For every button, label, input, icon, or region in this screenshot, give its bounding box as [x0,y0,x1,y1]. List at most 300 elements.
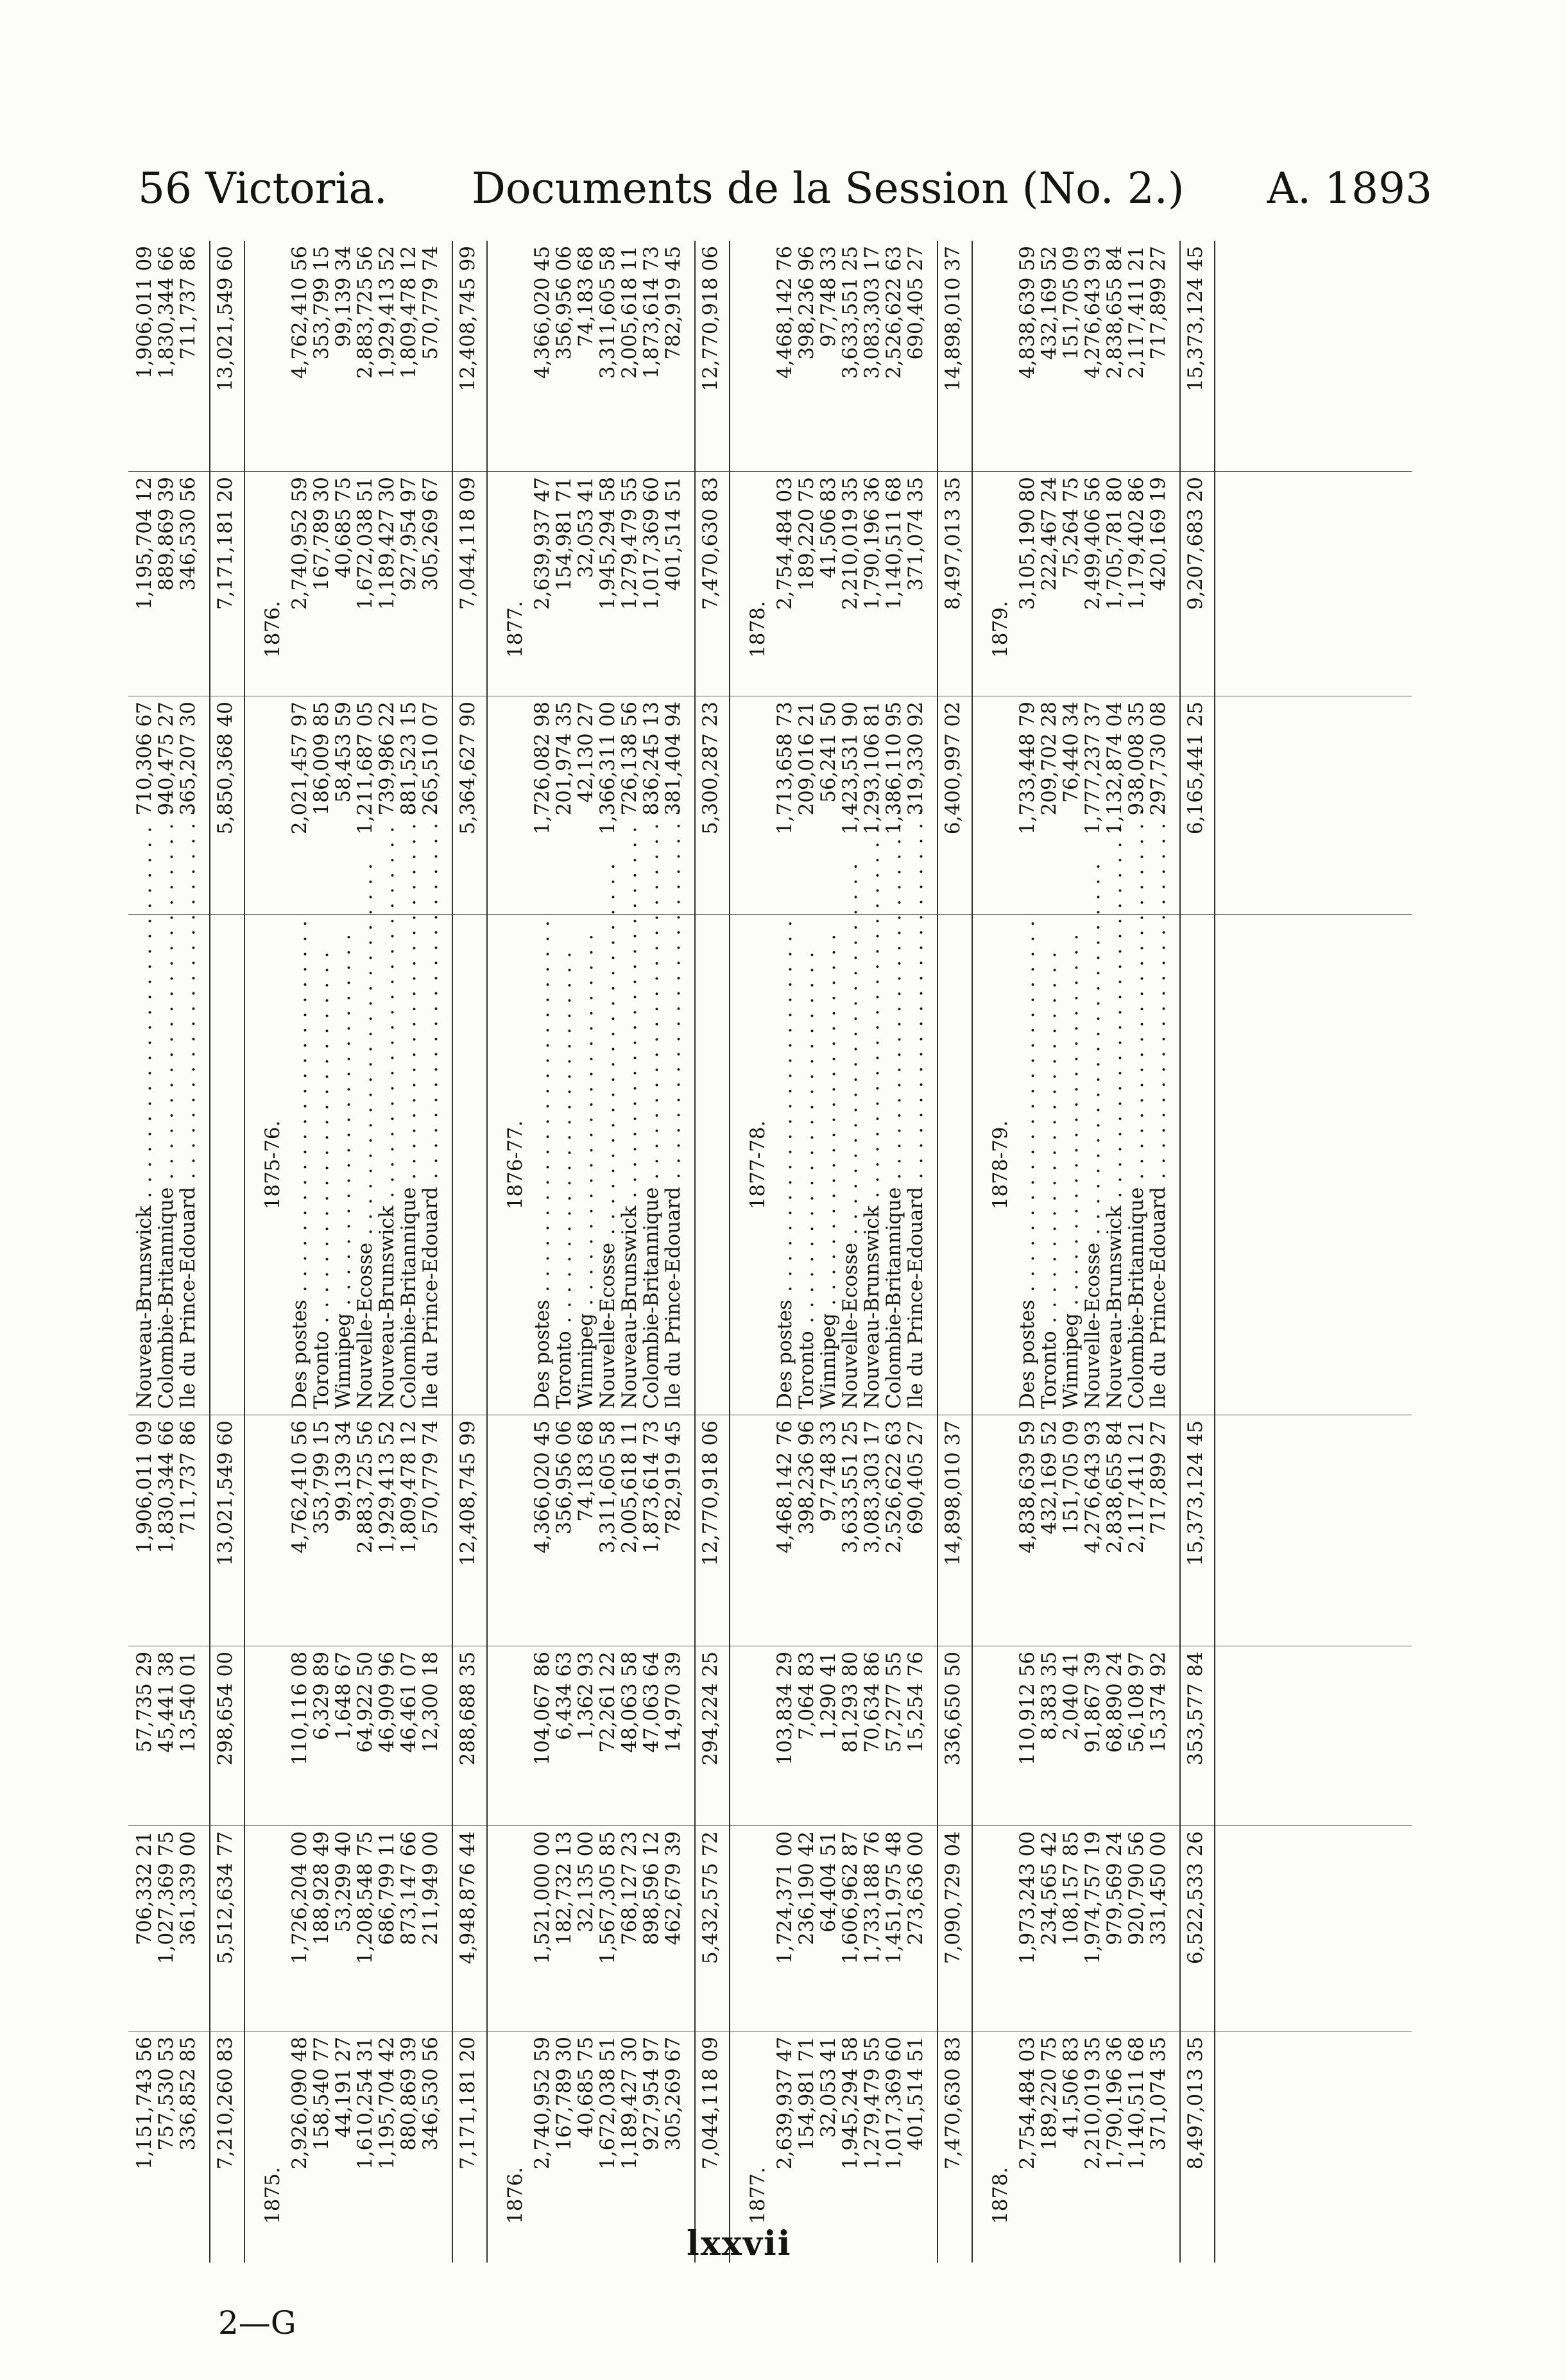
rule [1179,241,1181,2263]
column-c1 [135,2031,200,2263]
account-name: Nouveau-Brunswick . . . [377,915,399,1415]
header-center: Documents de la Session (No. 2.) [472,164,1185,213]
amount-cell: 2,639,937 47 [773,2037,796,2170]
folio: lxxvii [687,2224,792,2263]
amount-cell: 234,565 42 [1038,1831,1061,1945]
account-name: Nouveau-Brunswick . . . [135,915,157,1415]
column-c6 [290,696,443,915]
amount-cell: 398,236 96 [795,1420,818,1535]
amount-cell: 46,909 96 [375,1651,398,1753]
amount-cell: 211,949 00 [419,1831,442,1945]
amount-cell: 70,634 86 [861,1651,884,1753]
amount-cell: 6,434 63 [552,1651,576,1741]
amount-cell: 739,986 22 [375,702,398,816]
amount-cell: 1,017,369 60 [882,2037,905,2170]
amount-cell: 46,461 07 [397,1651,420,1753]
column-name [1018,915,1170,1415]
total-cell: 6,400,997 02 [941,702,964,835]
amount-cell: 2,005,618 11 [618,246,641,379]
amount-cell: 1,777,237 37 [1081,702,1104,835]
total-cell: 9,207,683 20 [1184,477,1207,610]
total-cell: 7,470,630 83 [941,2037,964,2170]
header-left: 56 Victoria. [138,164,388,213]
amount-cell: 1,809,478 12 [397,1420,420,1554]
account-name: Toronto . . . [797,915,819,1415]
amount-cell: 782,919 45 [662,246,685,360]
amount-cell: 1,672,038 51 [596,2037,619,2170]
amount-cell: 757,530 53 [155,2037,178,2151]
total-cell: 7,044,118 09 [456,477,479,610]
amount-cell: 717,899 27 [1147,1420,1170,1535]
amount-cell: 273,636 00 [904,1831,927,1945]
amount-cell: 3,311,605 58 [596,246,619,379]
amount-cell: 57,735 29 [133,1651,156,1753]
totals-row [943,241,963,2263]
amount-cell: 2,526,622 63 [882,246,905,379]
total-cell: 15,373,124 45 [1184,246,1207,392]
data-group [135,241,200,2263]
amount-cell: 889,869 39 [155,477,178,591]
amount-cell: 706,332 21 [133,1831,156,1945]
totals-row [701,241,721,2263]
amount-cell: 371,074 35 [1147,2037,1170,2151]
header-right: A. 1893 [1267,164,1432,213]
total-cell: 6,522,533 26 [1184,1831,1207,1965]
year-row [263,241,283,2263]
year-left: 1877. [746,2167,769,2224]
total-cell: 6,165,441 25 [1184,702,1207,835]
amount-cell: 2,754,484 03 [1016,2037,1039,2170]
amount-cell: 41,506 83 [1059,2037,1083,2138]
column-c3 [135,1646,200,1826]
amount-cell: 1,726,204 00 [288,1831,311,1965]
amount-cell: 58,453 59 [332,702,355,803]
total-cell: 14,898,010 37 [941,1420,964,1566]
empty-cell [991,1646,1011,1826]
year-right: 1879. [989,601,1012,658]
amount-cell: 186,009 85 [310,702,333,816]
amount-cell: 1,017,369 60 [640,477,663,610]
data-group [290,241,443,2263]
account-name: Toronto . . . [1040,915,1061,1415]
account-name: Winnipeg . . . [1061,915,1083,1415]
period-label: 1877-78. [746,1120,769,1210]
amount-cell: 2,117,411 21 [1125,1420,1148,1554]
amount-cell: 265,510 07 [419,702,442,816]
amount-cell: 1,027,369 75 [155,1831,178,1965]
amount-cell: 2,838,655 84 [1103,1420,1126,1554]
amount-cell: 1,189,427 30 [618,2037,641,2170]
amount-cell: 1,713,658 73 [773,702,796,835]
amount-cell: 319,330 92 [904,702,927,816]
account-name: Ile du Prince-Edouard . . . [421,915,443,1415]
account-name: Ile du Prince-Edouard . . . [906,915,928,1415]
amount-cell: 167,789 30 [552,2037,576,2151]
amount-cell: 2,210,019 35 [839,477,862,610]
amount-cell: 76,440 34 [1059,702,1083,803]
amount-cell: 4,838,639 59 [1016,246,1039,379]
amount-cell: 711,737 86 [176,1420,200,1535]
amount-cell: 3,105,190 80 [1016,477,1039,610]
total-cell: 5,364,627 90 [456,702,479,835]
column-c1 [1018,2031,1170,2263]
amount-cell: 1,366,311 00 [596,702,619,835]
total-cell: 5,300,287 23 [699,702,722,835]
amount-cell: 353,799 15 [310,1420,333,1535]
column-c4 [290,1415,443,1646]
account-name: Nouveau-Brunswick . . . [620,915,642,1415]
column-c4 [775,1415,928,1646]
amount-cell: 927,954 97 [397,477,420,591]
column-c1 [533,2031,685,2263]
amount-cell: 979,569 24 [1103,1831,1126,1945]
total-cell: 7,044,118 09 [699,2037,722,2170]
amount-cell: 108,157 85 [1059,1831,1083,1945]
year-right: 1878. [746,601,769,658]
total-cell: 7,210,260 83 [214,2037,237,2170]
account-name: Nouveau-Brunswick . . . [1105,915,1127,1415]
column-c8 [1018,241,1170,472]
amount-cell: 1,790,196 36 [861,477,884,610]
total-cell: 294,224 25 [699,1651,722,1766]
total-cell: 8,497,013 35 [941,477,964,610]
rule [209,241,210,2263]
amount-cell: 72,261 22 [596,1651,619,1753]
year-left: 1875. [261,2167,284,2224]
amount-cell: 99,139 34 [332,1420,355,1522]
column-c1 [775,2031,928,2263]
data-group [775,241,928,2263]
rule [972,241,973,2263]
data-group [1018,241,1170,2263]
year-right: 1876. [261,601,284,658]
amount-cell: 41,506 83 [817,477,840,578]
amount-cell: 14,970 39 [662,1651,685,1753]
column-c6 [775,696,928,915]
amount-cell: 68,890 24 [1103,1651,1126,1753]
amount-cell: 104,067 86 [531,1651,554,1766]
amount-cell: 2,639,937 47 [531,477,554,610]
amount-cell: 99,139 34 [332,246,355,347]
amount-cell: 1,945,294 58 [596,477,619,610]
amount-cell: 40,685 75 [332,477,355,578]
account-name: Nouveau-Brunswick . . . [862,915,884,1415]
amount-cell: 2,740,952 59 [531,2037,554,2170]
amount-cell: 711,737 86 [176,246,200,360]
account-name: Colombie-Britannique . . . [642,915,664,1415]
column-c7 [775,472,928,696]
amount-cell: 4,276,643 93 [1081,246,1104,379]
amount-cell: 873,147 66 [397,1831,420,1945]
amount-cell: 401,514 51 [904,2037,927,2151]
amount-cell: 236,190 42 [795,1831,818,1945]
account-name: Colombie-Britannique . . . [399,915,421,1415]
account-name: Nouvelle-Ecosse . . . [598,915,620,1415]
amount-cell: 1,973,243 00 [1016,1831,1039,1965]
totals-row [216,241,235,2263]
rule [1214,241,1215,2263]
amount-cell: 1,974,757 19 [1081,1831,1104,1965]
total-cell: 8,497,013 35 [1184,2037,1207,2170]
amount-cell: 1,451,975 48 [882,1831,905,1965]
amount-cell: 1,195,704 12 [133,477,156,610]
amount-cell: 346,530 56 [176,477,200,591]
amount-cell: 151,705 09 [1059,1420,1083,1535]
column-c2 [135,1826,200,2031]
amount-cell: 690,405 27 [904,246,927,360]
amount-cell: 4,762,410 56 [288,246,311,379]
amount-cell: 1,648 67 [332,1651,355,1741]
account-name: Winnipeg . . . [334,915,355,1415]
column-c8 [775,241,928,472]
empty-cell [1186,915,1206,1415]
amount-cell: 297,730 08 [1147,702,1170,816]
total-cell: 12,770,918 06 [699,1420,722,1566]
amount-cell: 1,830,344 66 [155,246,178,379]
amount-cell: 7,064 83 [795,1651,818,1741]
empty-cell [943,915,963,1415]
empty-cell [506,241,526,472]
amount-cell: 881,523 15 [397,702,420,816]
amount-cell: 1,208,548 75 [354,1831,377,1965]
amount-cell: 53,299 40 [332,1831,355,1933]
amount-cell: 81,293 80 [839,1651,862,1753]
amount-cell: 686,799 11 [375,1831,398,1945]
amount-cell: 189,220 75 [795,477,818,591]
amount-cell: 1,873,614 73 [640,1420,663,1554]
amount-cell: 940,475 27 [155,702,178,816]
amount-cell: 2,005,618 11 [618,1420,641,1554]
amount-cell: 432,169 52 [1038,246,1061,360]
amount-cell: 920,790 56 [1125,1831,1148,1945]
amount-cell: 1,189,427 30 [375,477,398,610]
amount-cell: 361,339 00 [176,1831,200,1945]
empty-cell [748,1826,768,2031]
empty-cell [748,241,768,472]
period-label: 1878-79. [989,1120,1012,1210]
account-name: Toronto . . . [312,915,334,1415]
account-name: Des postes . . . [290,915,312,1415]
amount-cell: 182,732 13 [552,1831,576,1945]
amount-cell: 1,705,781 80 [1103,477,1126,610]
amount-cell: 110,912 56 [1016,1651,1039,1766]
total-cell: 5,850,368 40 [214,702,237,835]
amount-cell: 726,138 56 [618,702,641,816]
total-cell: 298,654 00 [214,1651,237,1766]
amount-cell: 4,366,020 45 [531,246,554,379]
amount-cell: 1,179,402 86 [1125,477,1148,610]
empty-cell [991,1826,1011,2031]
amount-cell: 570,779 74 [419,1420,442,1535]
amount-cell: 32,053 41 [817,2037,840,2138]
amount-cell: 353,799 15 [310,246,333,360]
column-c2 [290,1826,443,2031]
column-c4 [533,1415,685,1646]
signature-mark: 2—G [218,2304,296,2341]
amount-cell: 1,929,413 52 [375,246,398,379]
empty-cell [701,915,721,1415]
amount-cell: 381,404 94 [662,702,685,816]
account-name: Nouvelle-Ecosse . . . [1083,915,1105,1415]
empty-cell [748,1415,768,1646]
amount-cell: 1,945,294 58 [839,2037,862,2170]
amount-cell: 151,705 09 [1059,246,1083,360]
amount-cell: 1,733,448 79 [1016,702,1039,835]
amount-cell: 42,130 27 [574,702,597,803]
column-c7 [1018,472,1170,696]
amount-cell: 154,981 71 [795,2037,818,2151]
column-c7 [290,472,443,696]
amount-cell: 74,183 68 [574,1420,597,1522]
amount-cell: 1,195,704 42 [375,2037,398,2170]
column-c1 [290,2031,443,2263]
amount-cell: 6,329 89 [310,1651,333,1741]
amount-cell: 209,702 28 [1038,702,1061,816]
column-c8 [135,241,200,472]
column-name [135,915,200,1415]
column-c7 [135,472,200,696]
empty-cell [263,241,283,472]
total-cell: 336,650 50 [941,1651,964,1766]
amount-cell: 1,906,011 09 [133,246,156,379]
amount-cell: 346,530 56 [419,2037,442,2151]
rule [486,241,488,2263]
column-c2 [775,1826,928,2031]
amount-cell: 56,108 97 [1125,1651,1148,1753]
rule [694,241,696,2263]
rule [937,241,938,2263]
amount-cell: 1,606,962 87 [839,1831,862,1965]
amount-cell: 1,140,511 68 [882,477,905,610]
amount-cell: 690,405 27 [904,1420,927,1535]
amount-cell: 462,679 39 [662,1831,685,1945]
amount-cell: 167,789 30 [310,477,333,591]
amount-cell: 13,540 01 [176,1651,200,1753]
amount-cell: 1,132,874 04 [1103,702,1126,835]
total-cell: 7,090,729 04 [941,1831,964,1965]
amount-cell: 110,116 08 [288,1651,311,1766]
empty-cell [991,696,1011,915]
total-cell: 4,948,876 44 [456,1831,479,1965]
amount-cell: 398,236 96 [795,246,818,360]
amount-cell: 209,016 21 [795,702,818,816]
rule [452,241,453,2263]
amount-cell: 3,083,303 17 [861,1420,884,1554]
amount-cell: 898,596 12 [640,1831,663,1945]
year-left: 1876. [504,2167,527,2224]
amount-cell: 222,467 24 [1038,477,1061,591]
total-cell: 353,577 84 [1184,1651,1207,1766]
column-c6 [1018,696,1170,915]
rule [729,241,730,2263]
empty-cell [263,1826,283,2031]
amount-cell: 938,008 35 [1125,702,1148,816]
account-name: Des postes . . . [1018,915,1040,1415]
amount-cell: 2,021,457 97 [288,702,311,835]
empty-cell [748,1646,768,1826]
amount-cell: 2,040 41 [1059,1651,1083,1741]
column-name [290,915,443,1415]
total-cell: 7,470,630 83 [699,477,722,610]
amount-cell: 1,906,011 09 [133,1420,156,1554]
account-name: Ile du Prince-Edouard . . . [178,915,200,1415]
year-right: 1877. [504,601,527,658]
column-c8 [290,241,443,472]
total-cell: 7,171,181 20 [214,477,237,610]
amount-cell: 331,450 00 [1147,1831,1170,1945]
amount-cell: 420,169 19 [1147,477,1170,591]
column-c6 [135,696,200,915]
total-cell: 14,898,010 37 [941,246,964,392]
empty-cell [263,1646,283,1826]
amount-cell: 1,423,531 90 [839,702,862,835]
column-c4 [135,1415,200,1646]
account-name: Colombie-Britannique . . . [884,915,906,1415]
account-name: Winnipeg . . . [819,915,841,1415]
account-name: Des postes . . . [775,915,797,1415]
account-name: Nouvelle-Ecosse . . . [841,915,862,1415]
amount-cell: 782,919 45 [662,1420,685,1535]
amount-cell: 371,074 35 [904,477,927,591]
total-cell: 288,688 35 [456,1651,479,1766]
column-c3 [775,1646,928,1826]
amount-cell: 1,724,371 00 [773,1831,796,1965]
data-group [533,241,685,2263]
amount-cell: 15,254 76 [904,1651,927,1753]
amount-cell: 4,276,643 93 [1081,1420,1104,1554]
rotated-table [128,241,1412,2263]
amount-cell: 12,300 18 [419,1651,442,1753]
amount-cell: 1,151,743 56 [133,2037,156,2170]
amount-cell: 97,748 33 [817,1420,840,1522]
amount-cell: 1,279,479 55 [618,477,641,610]
amount-cell: 880,869 39 [397,2037,420,2151]
amount-cell: 74,183 68 [574,246,597,347]
amount-cell: 4,468,142 76 [773,1420,796,1554]
amount-cell: 768,127 23 [618,1831,641,1945]
amount-cell: 2,117,411 21 [1125,246,1148,379]
amount-cell: 32,135 00 [574,1831,597,1933]
amount-cell: 2,210,019 35 [1081,2037,1104,2170]
totals-row [458,241,478,2263]
amount-cell: 2,499,406 56 [1081,477,1104,610]
amount-cell: 1,521,000 00 [531,1831,554,1965]
column-c8 [533,241,685,472]
amount-cell: 32,053 41 [574,477,597,578]
total-cell: 12,770,918 06 [699,246,722,392]
amount-cell: 1,211,687 05 [354,702,377,835]
empty-cell [458,915,478,1415]
amount-cell: 717,899 27 [1147,246,1170,360]
column-c2 [1018,1826,1170,2031]
amount-cell: 710,306 67 [133,702,156,816]
column-c7 [533,472,685,696]
amount-cell: 1,290 41 [817,1651,840,1741]
account-name: Nouvelle-Ecosse . . . [355,915,377,1415]
amount-cell: 356,956 06 [552,1420,576,1535]
amount-cell: 1,140,511 68 [1125,2037,1148,2170]
amount-cell: 1,790,196 36 [1103,2037,1126,2170]
amount-cell: 91,867 39 [1081,1651,1104,1753]
amount-cell: 57,277 55 [882,1651,905,1753]
totals-row [1186,241,1206,2263]
amount-cell: 40,685 75 [574,2037,597,2138]
amount-cell: 3,083,303 17 [861,246,884,379]
amount-cell: 401,514 51 [662,477,685,591]
amount-cell: 4,838,639 59 [1016,1420,1039,1554]
empty-cell [748,696,768,915]
year-row [748,241,768,2263]
